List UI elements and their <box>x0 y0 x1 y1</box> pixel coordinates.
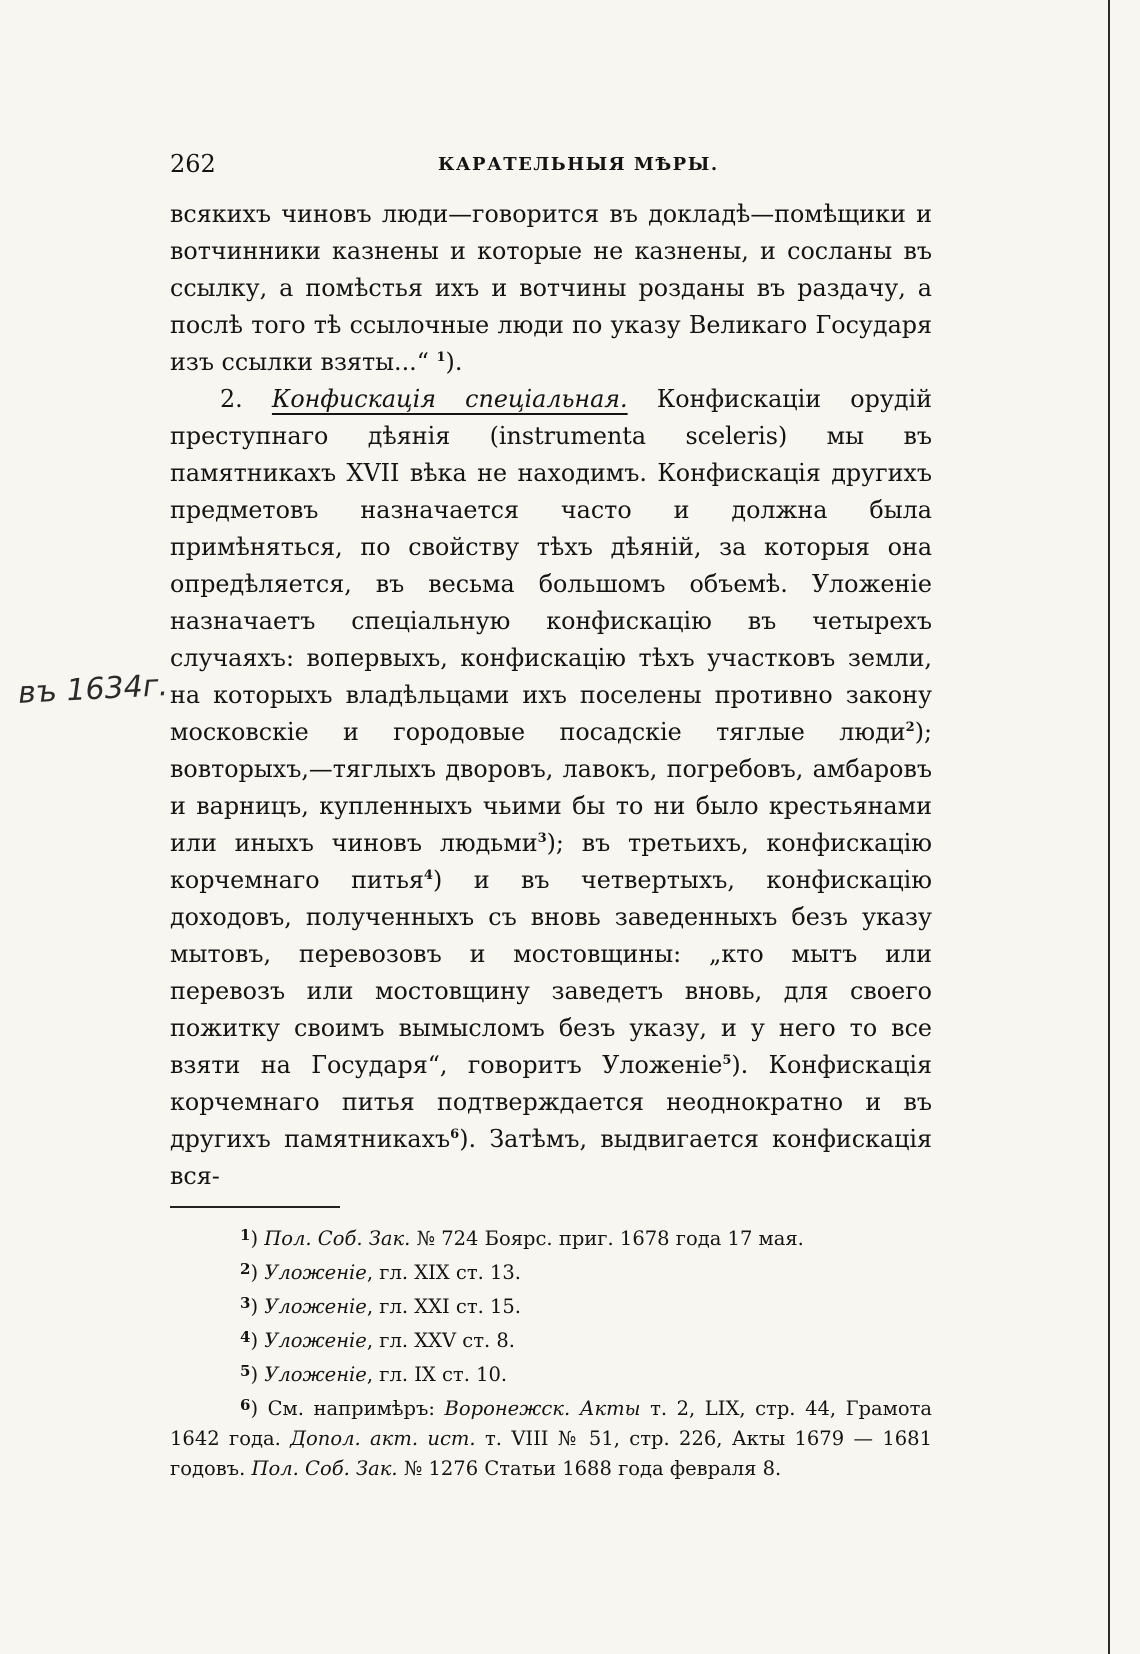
section-number: 2. <box>220 385 243 413</box>
footnote-divider <box>170 1206 340 1208</box>
footnote-ref-6: 6 <box>450 1127 460 1142</box>
page-number: 262 <box>170 150 216 178</box>
paragraph-2: 2. Конфискація спеціальная. Конфискаціи орудій преступнаго дѣянія (instrumenta sceleris) мы въ памятникахъ XVII вѣка не находимъ. Конфискація другихъ предметовъ назначается часто и должна была примѣняться, по свойству тѣхъ дѣяній, за которыя она опредѣляется, въ весьма большомъ объемѣ. Уложеніе назначаетъ спеціальную конфискацію въ четырехъ случаяхъ: вопервыхъ, конфискацію тѣхъ участковъ земли, на которыхъ владѣльцами ихъ поселены противно закону московскіе и городовые посадскіе тяглые люди$^2$); вовторыхъ,—тяглыхъ дворовъ, лавокъ, погребовъ, амбаровъ и варницъ, купленныхъ чьими бы то ни было крестьянами или иныхъ чиновъ людьми$^3$); въ третьихъ, конфискацію корчемнаго питья$^4$) и въ четвертыхъ, конфискацію доходовъ, полученныхъ съ вновь заведенныхъ безъ указу мытовъ, перевозовъ и мостовщины: „кто мытъ или перевозъ или мостовщину заведетъ вновь, для своего пожитку своимъ вымысломъ безъ указу, и у него то все взяти на Государя“, говоритъ Уложеніе$^5$). Конфискація корчемнаго питья подтверждается неоднократно и въ другихъ памятникахъ$^6$). Затѣмъ, выдвигается конфискація вся- <box>170 385 933 1190</box>
footnote-ref-4: 4 <box>423 868 433 883</box>
footnote-6: $^6$) См. напримѣръ: Воронежск. Акты т. 2, LIX, стр. 44, Грамота 1642 года. Допол. акт. ист. т. VIII № 51, стр. 226, Акты 1679 — 1681 годовъ. Пол. Соб. Зак. № 1276 Статьи 1688 года февраля 8. <box>170 1396 932 1480</box>
footnotes <box>170 1220 932 1484</box>
section-heading: Конфискація спеціальная. <box>271 385 628 413</box>
footnote-ref-3: 3 <box>537 831 547 846</box>
running-title: КАРАТЕЛЬНЫЯ МѢРЫ. <box>438 154 719 175</box>
page-edge-line <box>1108 0 1110 1654</box>
footnote-1: $^1$) Пол. Соб. Зак. № 724 Боярс. приг. 1678 года 17 мая. <box>240 1226 804 1250</box>
footnote-ref-2: 2 <box>905 720 915 735</box>
footnote-ref-1: 1 <box>436 350 446 365</box>
footnote-ref-5: 5 <box>722 1053 732 1068</box>
footnote-2: $^2$) Уложеніе, гл. XIX ст. 13. <box>240 1260 522 1284</box>
main-text <box>170 196 932 1195</box>
footnote-4: $^4$) Уложеніе, гл. XXV ст. 8. <box>240 1328 515 1352</box>
paragraph-1: всякихъ чиновъ люди—говорится въ докладѣ—помѣщики и вотчинники казнены и которые не казнены, и сосланы въ ссылку, а помѣстья ихъ и вотчины розданы въ раздачу, а послѣ того тѣ ссылочные люди по указу Великаго Государя изъ ссылки взяты...“ $^1$). <box>170 200 932 376</box>
footnote-3: $^3$) Уложеніе, гл. XXI ст. 15. <box>240 1294 522 1318</box>
footnote-5: $^5$) Уложеніе, гл. IX ст. 10. <box>240 1362 508 1386</box>
handwritten-margin-note: въ 1634г. <box>17 668 169 711</box>
page-header <box>170 150 932 182</box>
